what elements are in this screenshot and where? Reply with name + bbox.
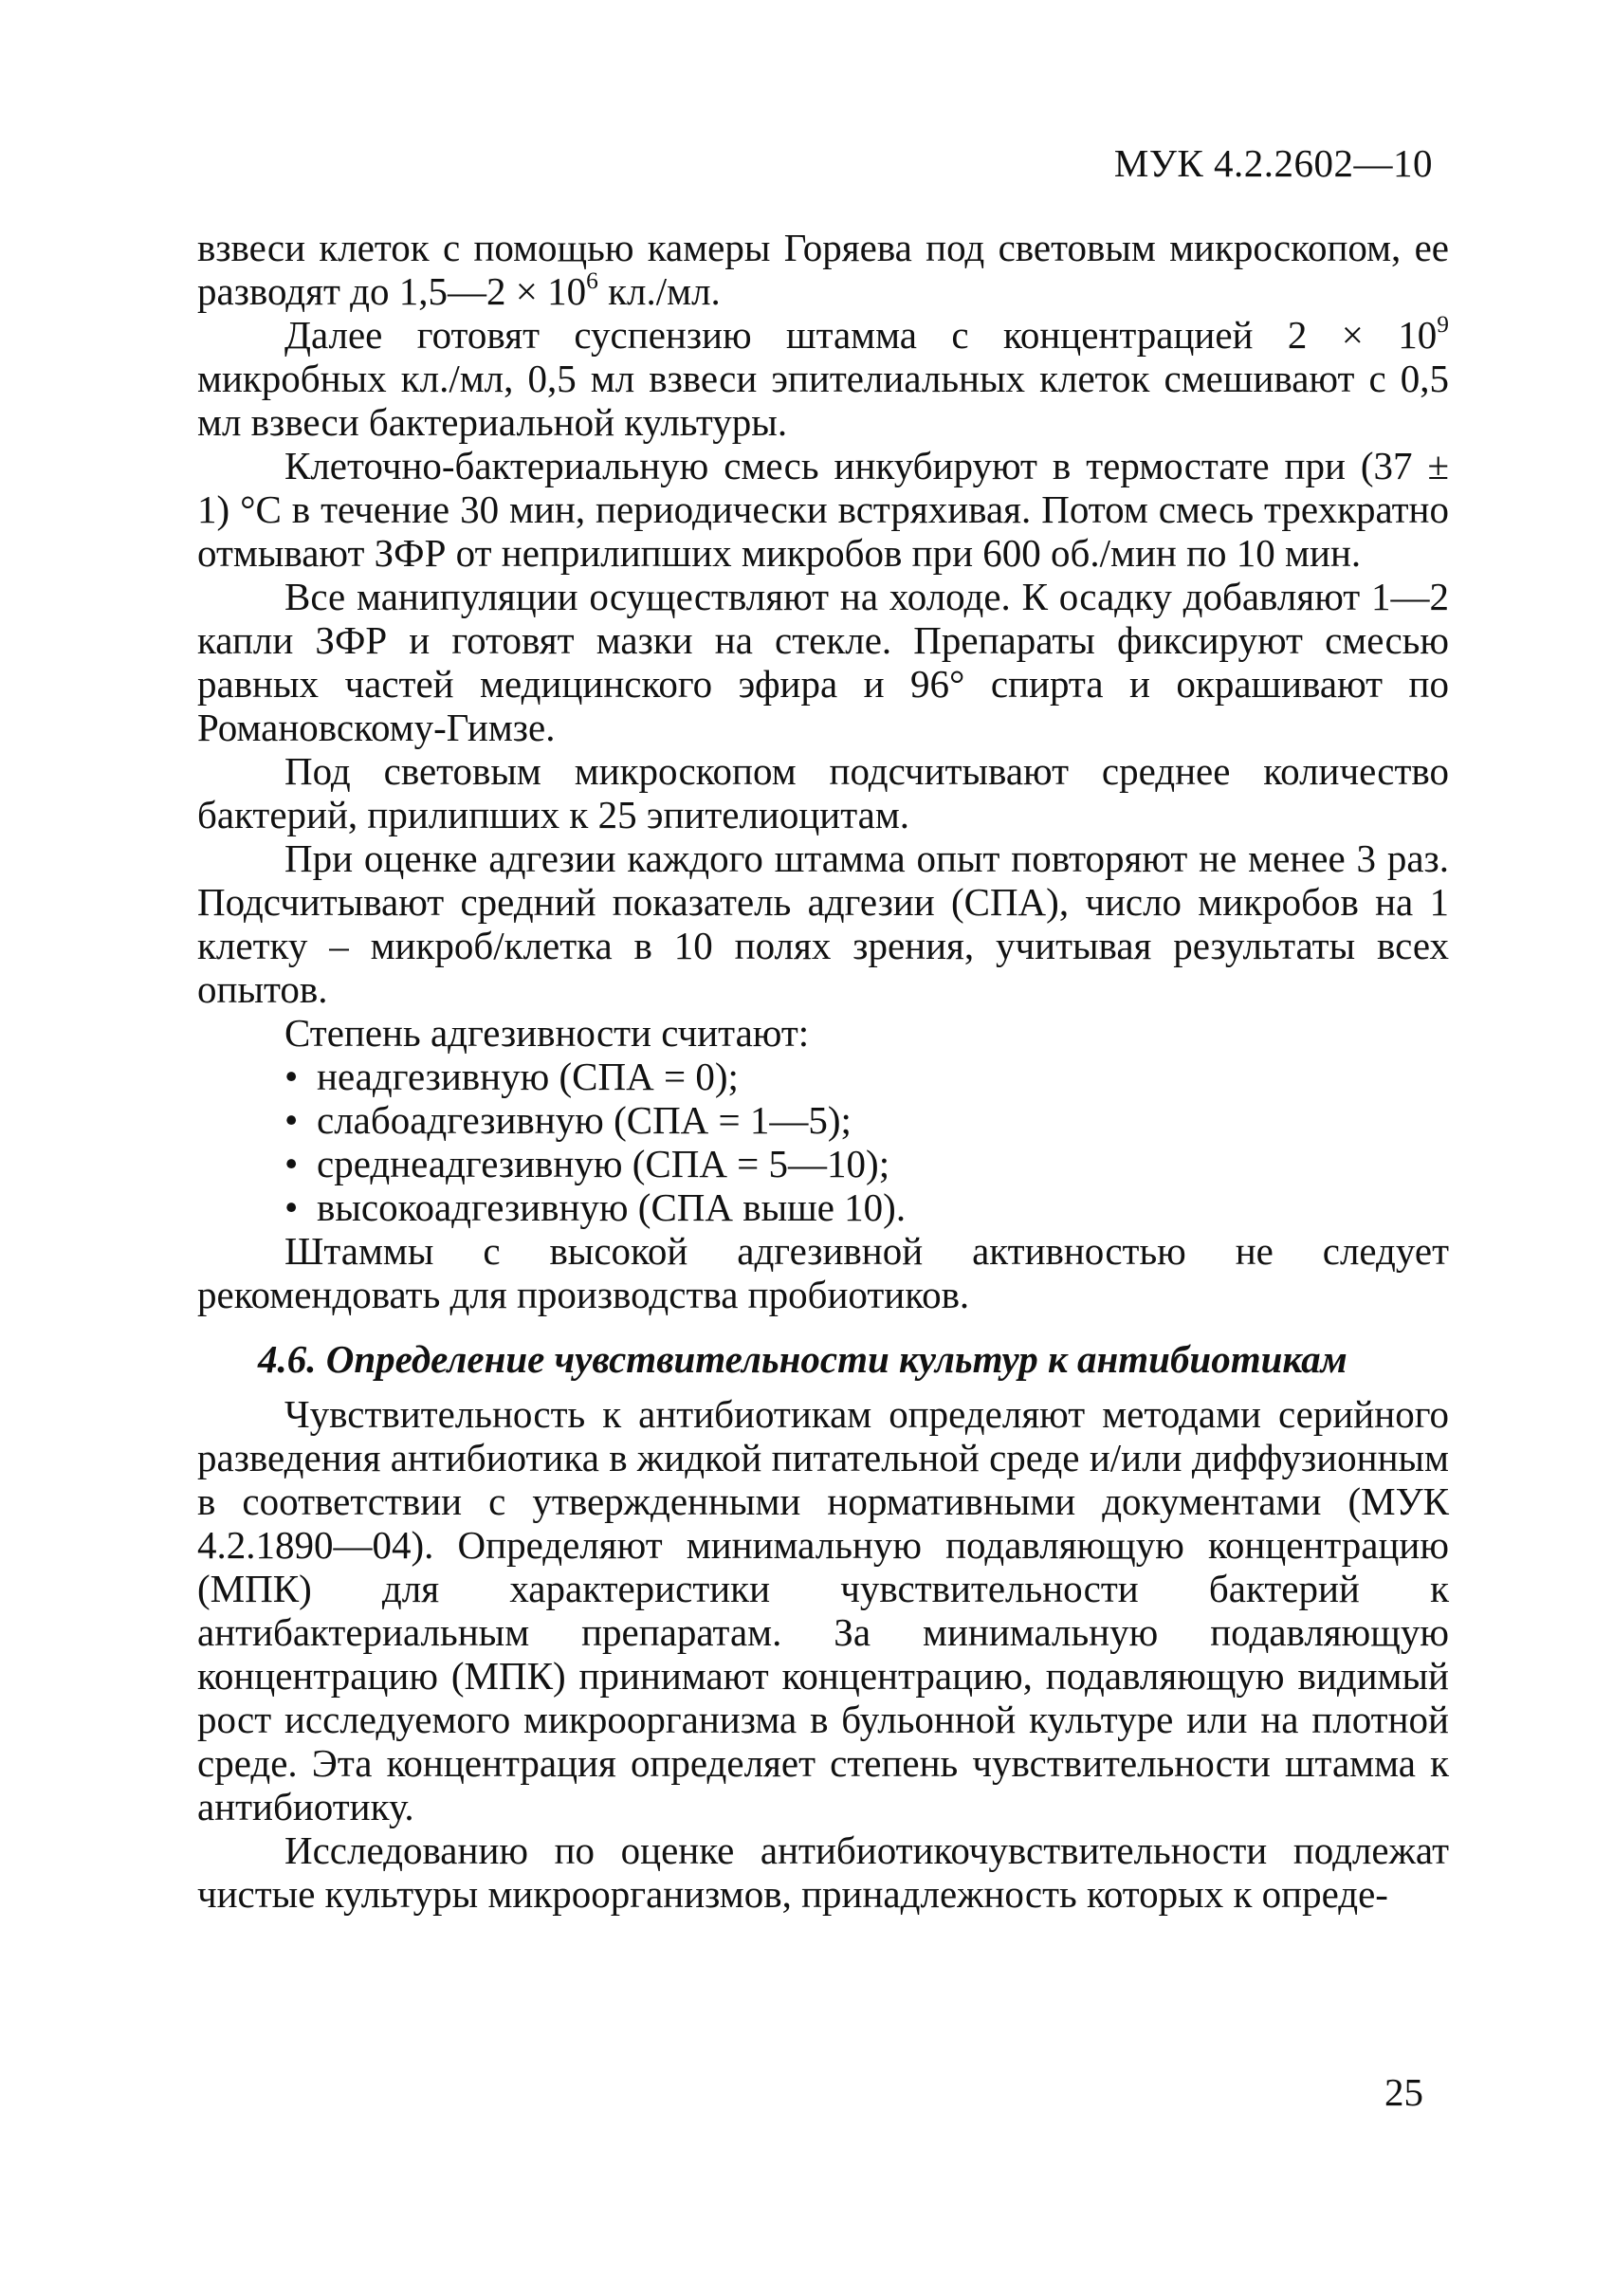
page-number: 25 (1384, 2070, 1423, 2114)
paragraph-3: Клеточно-бактериальную смесь инкубируют в термостате при (37 ± 1) °С в течение 30 мин, периодически встряхивая. Потом смесь трехкратно отмывают ЗФР от неприлипших микробов при 600 об./мин по 10 мин. (197, 444, 1449, 575)
paragraph-2-text: Далее готовят суспензию штамма с концентрацией 2 × 10 (284, 313, 1438, 357)
paragraph-2-exponent: 9 (1437, 311, 1449, 339)
paragraph-1-text-end: кл./мл. (597, 269, 721, 313)
paragraph-6: При оценке адгезии каждого штамма опыт повторяют не менее 3 раз. Подсчитывают средний показатель адгезии (СПА), число микробов на 1 клетку – микроб/клетка в 10 полях зрения, учитывая результаты всех опытов. (197, 836, 1449, 1011)
adhesion-degree-list (197, 1055, 1449, 1229)
section-heading: 4.6. Определение чувствительности культур к антибиотикам (258, 1337, 1347, 1381)
list-item: • неадгезивную (СПА = 0); (284, 1055, 1449, 1098)
paragraph-1-exponent: 6 (586, 267, 598, 295)
document-body (197, 226, 1449, 1916)
paragraph-2 (197, 313, 1449, 444)
paragraph-1-text: взвеси клеток с помощью камеры Горяева под световым микроскопом, ее разводят до 1,5—2 × 10 (197, 226, 1449, 313)
list-item: • высокоадгезивную (СПА выше 10). (284, 1185, 1449, 1229)
paragraph-4: Все манипуляции осуществляют на холоде. К осадку добавляют 1—2 капли ЗФР и готовят мазки на стекле. Препараты фиксируют смесью равных частей медицинского эфира и 96° спирта и окрашивают по Романовскому-Гимзе. (197, 575, 1449, 749)
paragraph-7: Степень адгезивности считают: (284, 1011, 810, 1055)
paragraph-9: Чувствительность к антибиотикам определяют методами серийного разведения антибиотика в жидкой питательной среде и/или диффузионным в соответствии с утвержденными нормативными документами (МУК 4.2.1890—04). Определяют минимальную подавляющую концентрацию (МПК) для характеристики чувствительности бактерий к антибактериальным препаратам. За минимальную подавляющую концентрацию (МПК) принимают концентрацию, подавляющую видимый рост исследуемого микроорганизма в бульонной культуре или на плотной среде. Эта концентрация определяет степень чувствительности штамма к антибиотику. (197, 1392, 1449, 1828)
document-code-header: МУК 4.2.2602—10 (1113, 141, 1433, 185)
paragraph-8: Штаммы с высокой адгезивной активностью не следует рекомендовать для производства пробиотиков. (197, 1229, 1449, 1316)
paragraph-5: Под световым микроскопом подсчитывают среднее количество бактерий, прилипших к 25 эпителиоцитам. (197, 749, 1449, 836)
paragraph-10: Исследованию по оценке антибиотикочувствительности подлежат чистые культуры микроорганизмов, принадлежность которых к опреде- (197, 1828, 1449, 1916)
paragraph-2-text-end: микробных кл./мл, 0,5 мл взвеси эпителиальных клеток смешивают с 0,5 мл взвеси бактериальной культуры. (197, 357, 1449, 444)
list-item: • среднеадгезивную (СПА = 5—10); (284, 1142, 1449, 1185)
paragraph-1 (197, 226, 1449, 313)
list-item: • слабоадгезивную (СПА = 1—5); (284, 1098, 1449, 1142)
